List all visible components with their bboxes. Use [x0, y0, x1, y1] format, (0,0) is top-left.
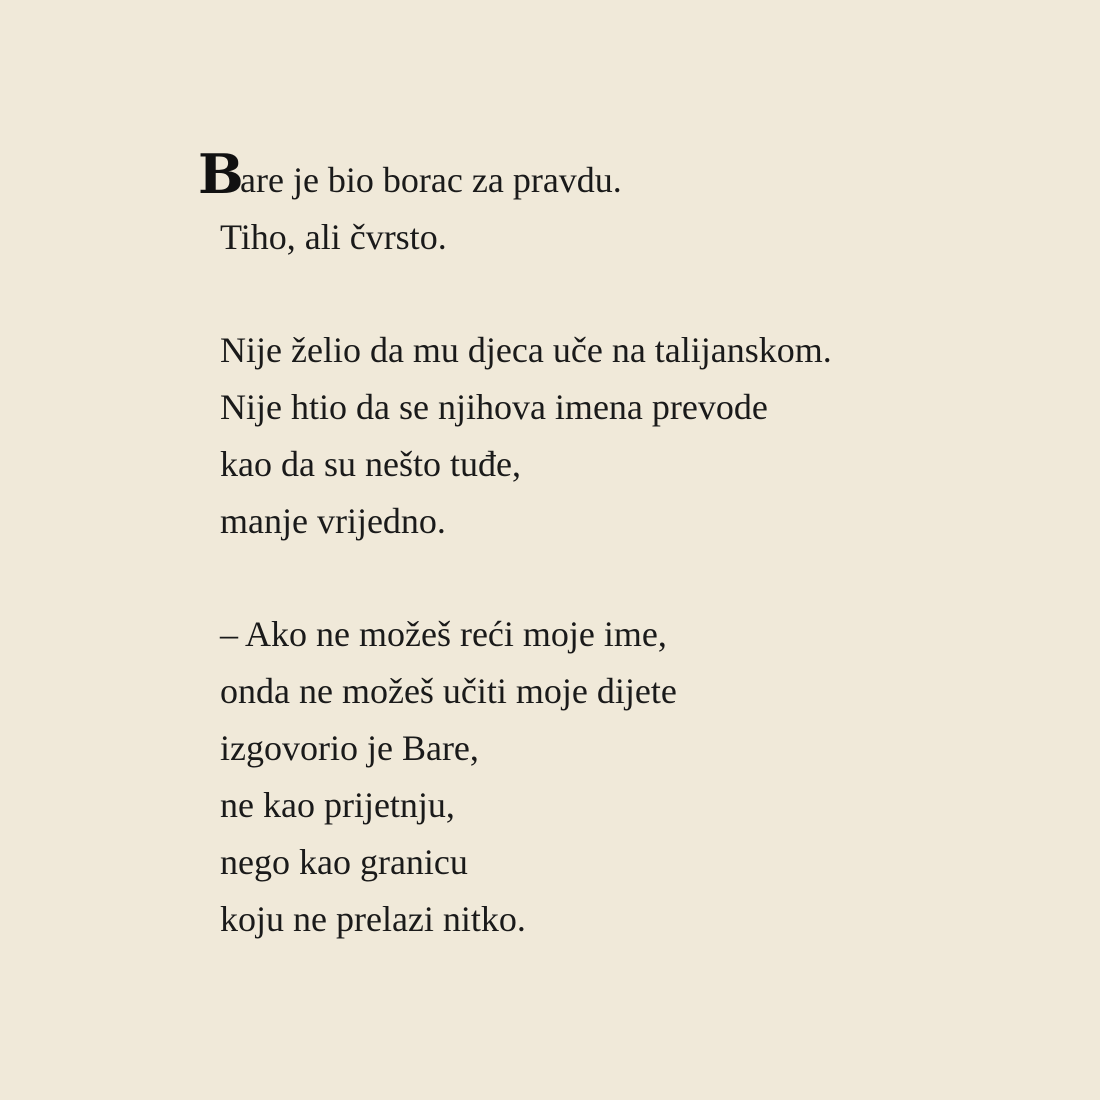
poem-line: Tiho, ali čvrsto. [220, 217, 447, 257]
drop-cap-letter: B [198, 142, 244, 206]
poem-line: Nije htio da se njihova imena prevode [220, 387, 768, 427]
poem-line: koju ne prelazi nitko. [220, 899, 526, 939]
poem-line: manje vrijedno. [220, 501, 446, 541]
poem-line: – Ako ne možeš reći moje ime, [220, 614, 667, 654]
first-line-text: are je bio borac za pravdu. [240, 160, 622, 200]
poem-line: izgovorio je Bare, [220, 728, 479, 768]
poem-line: Nije želio da mu djeca uče na talijanskom. [220, 330, 832, 370]
stanza-break [220, 266, 1020, 322]
poem-line: nego kao granicu [220, 842, 468, 882]
poem-line: kao da su nešto tuđe, [220, 444, 521, 484]
poem-body [198, 142, 1020, 948]
poem-line-first [198, 142, 1020, 209]
poem-line: ne kao prijetnju, [220, 785, 455, 825]
stanza-break [220, 550, 1020, 606]
poem-line: onda ne možeš učiti moje dijete [220, 671, 677, 711]
